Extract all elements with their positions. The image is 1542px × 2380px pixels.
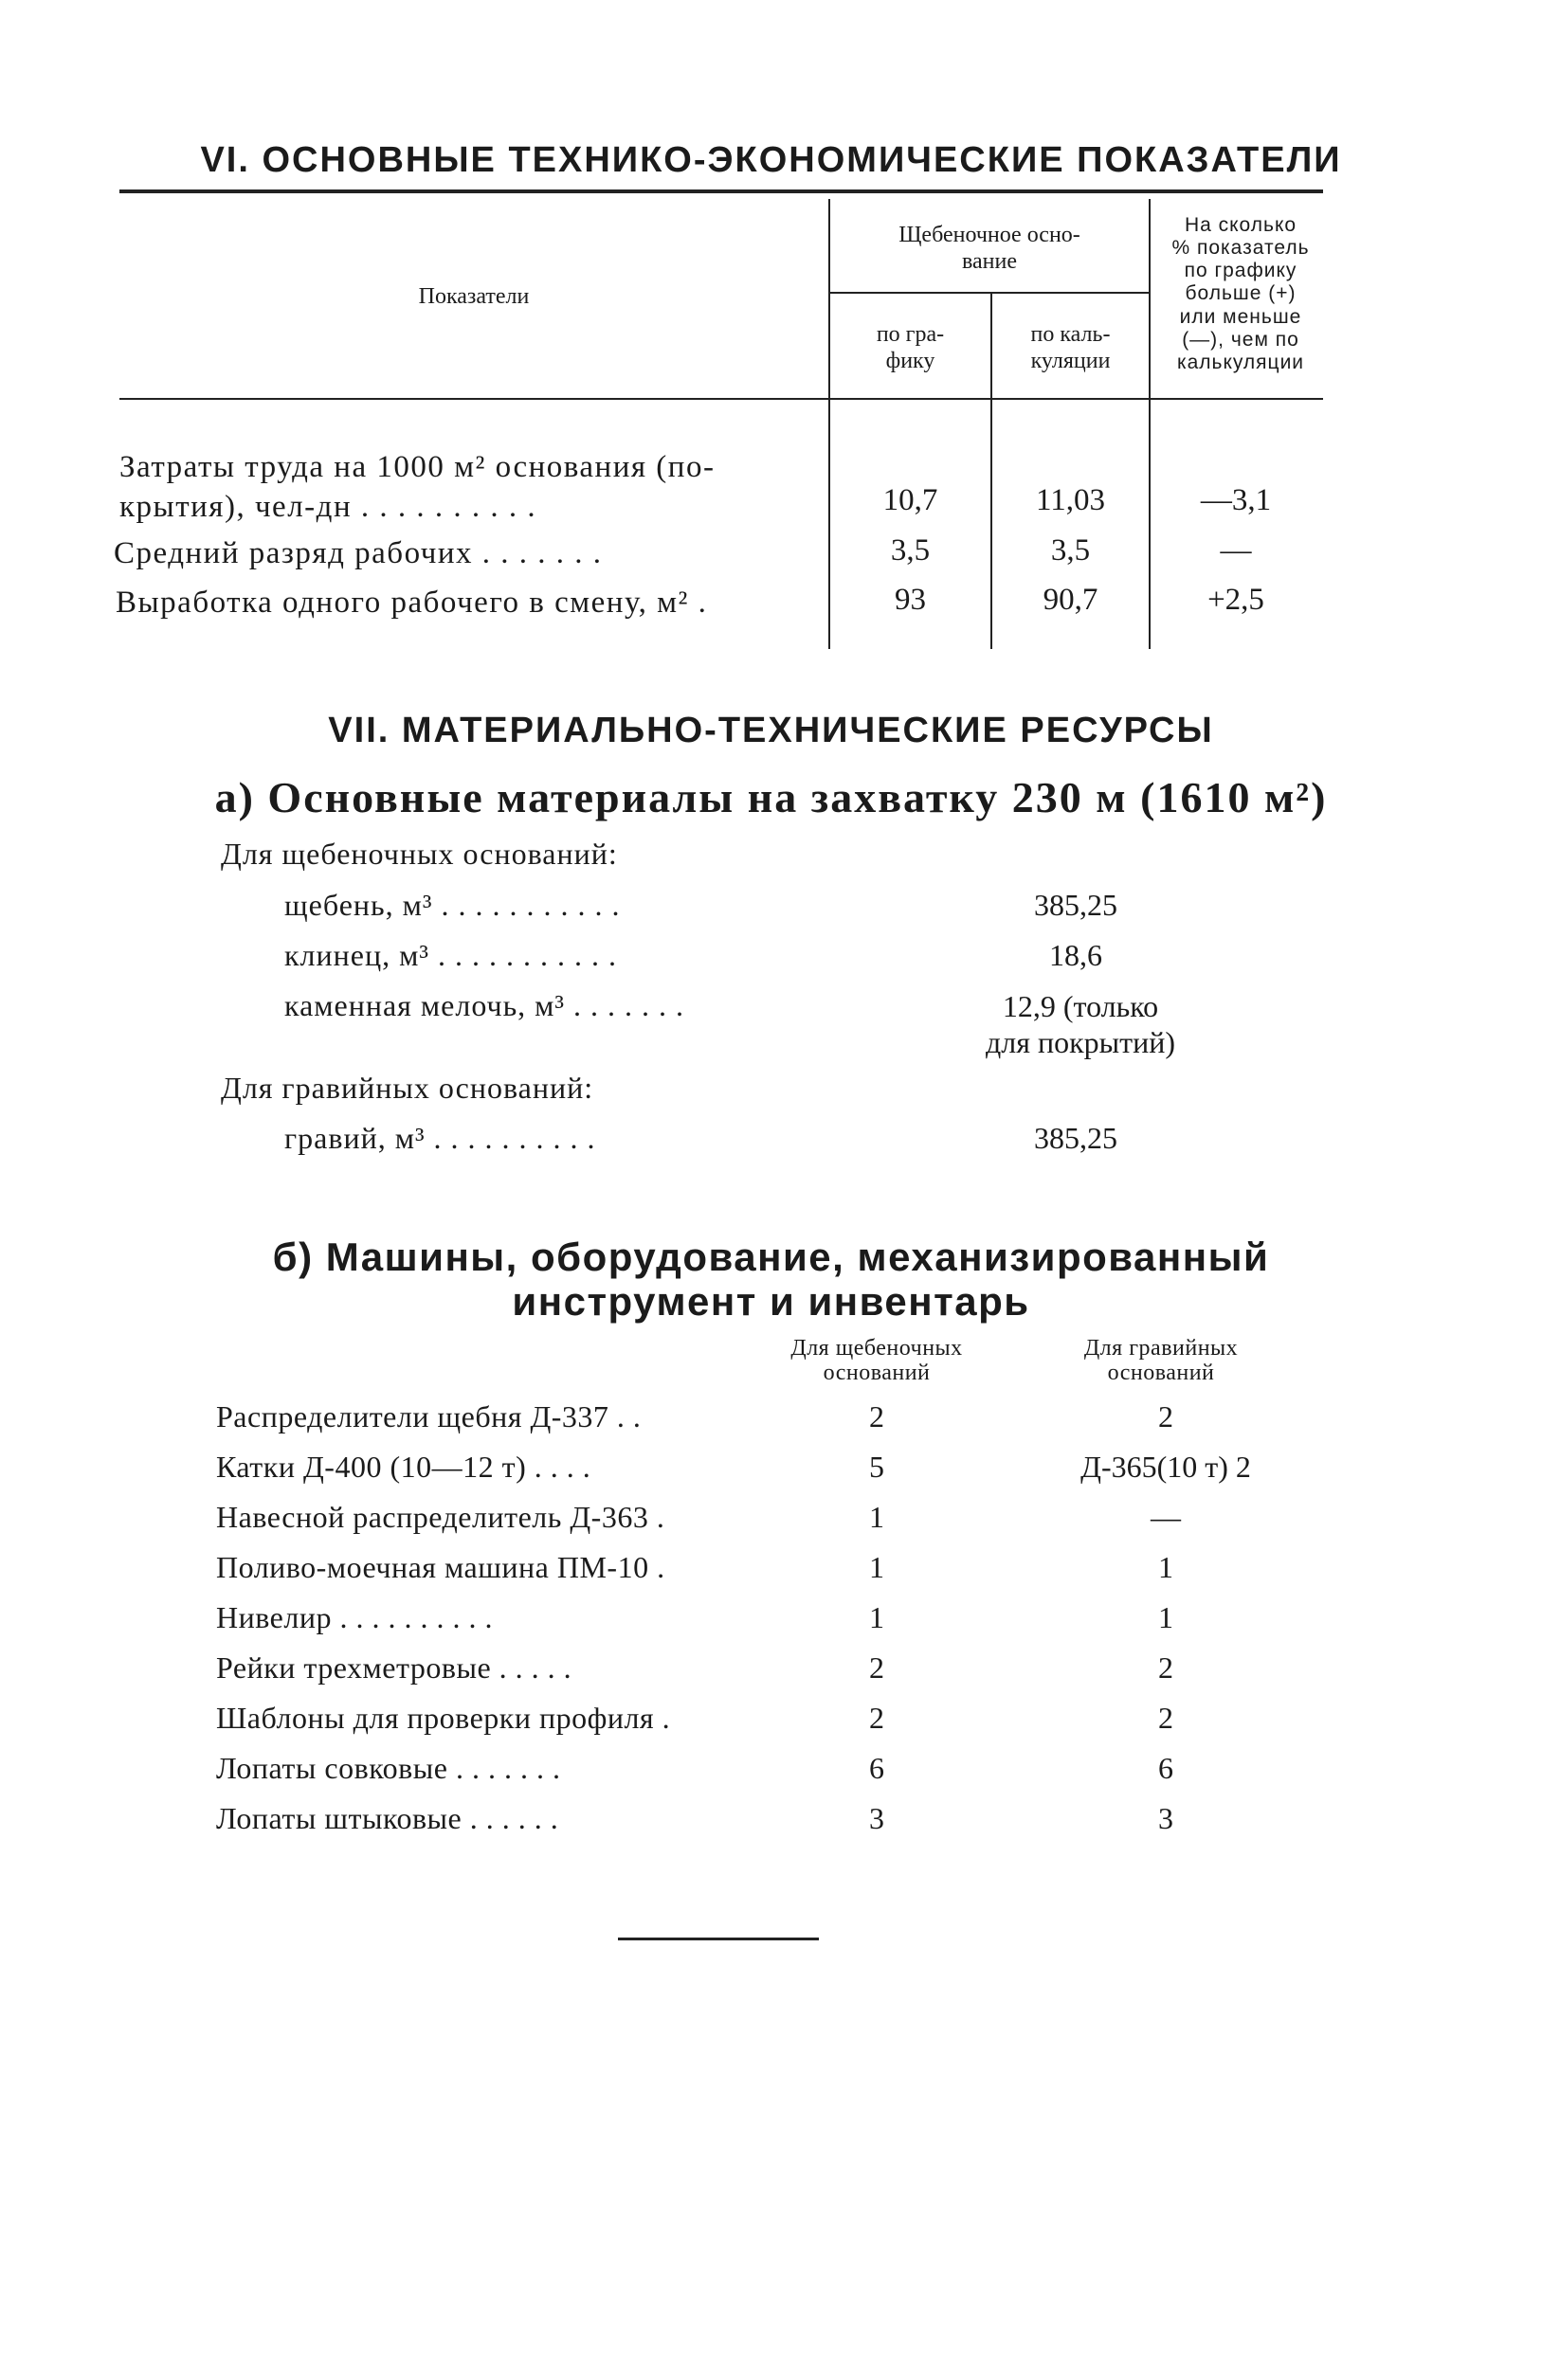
header-by-calc xyxy=(992,322,1149,374)
machine-qty-gravel: 1 xyxy=(869,1550,884,1584)
cell-calc: 11,03 xyxy=(1035,483,1106,517)
cell-diff: —3,1 xyxy=(1200,483,1272,517)
header-gravel-base-line1: Щебеночное осно- xyxy=(898,223,1080,247)
header-by-schedule xyxy=(830,322,990,374)
machine-name: Навесной распределитель Д-363 . xyxy=(216,1500,665,1534)
material-value: 385,25 xyxy=(1034,888,1117,922)
machine-name: Нивелир . . . . . . . . . . xyxy=(216,1600,493,1634)
header-indicators: Показатели xyxy=(418,284,530,309)
cell-diff: +2,5 xyxy=(1207,583,1264,617)
machine-qty-gravel2: 2 xyxy=(1158,1399,1173,1433)
column-header-line: Для гравийных xyxy=(1083,1336,1239,1361)
column-header-gravel2 xyxy=(1024,1336,1298,1386)
machine-name: Лопаты штыковые . . . . . . xyxy=(216,1801,559,1835)
header-diff-line: больше (+) xyxy=(1185,282,1297,305)
column-header-line: оснований xyxy=(1107,1361,1215,1386)
group2-title: Для гравийных оснований: xyxy=(221,1071,594,1105)
machine-qty-gravel2: Д-365(10 т) 2 xyxy=(1080,1450,1251,1484)
column-header-line: оснований xyxy=(823,1361,931,1386)
header-by-calc-line1: по каль- xyxy=(1030,322,1111,347)
cell-schedule: 10,7 xyxy=(882,483,938,517)
header-subrule xyxy=(830,292,1149,294)
header-diff-line: (—), чем по xyxy=(1182,328,1299,351)
material-value: 385,25 xyxy=(1034,1121,1117,1155)
machine-name: Лопаты совковые . . . . . . . xyxy=(216,1751,561,1785)
machine-qty-gravel: 6 xyxy=(869,1751,884,1785)
machine-name: Катки Д-400 (10—12 т) . . . . xyxy=(216,1450,591,1484)
header-by-schedule-line2: фику xyxy=(885,348,935,373)
header-diff-line: по графику xyxy=(1184,260,1297,282)
table-row-label: Выработка одного рабочего в смену, м² . xyxy=(116,586,708,620)
row-label-line: крытия), чел-дн . . . . . . . . . . xyxy=(119,490,537,524)
header-diff-line: На сколько xyxy=(1184,214,1297,236)
section6-title: VI. ОСНОВНЫЕ ТЕХНИКО-ЭКОНОМИЧЕСКИЕ ПОКАЗАТЕЛИ xyxy=(200,140,1342,180)
material-name: гравий, м³ . . . . . . . . . . xyxy=(284,1121,596,1155)
machine-qty-gravel2: 6 xyxy=(1158,1751,1173,1785)
header-diff-line: или меньше xyxy=(1179,305,1302,328)
cell-schedule: 3,5 xyxy=(890,533,931,568)
material-name: щебень, м³ . . . . . . . . . . . xyxy=(284,888,621,922)
material-value-line: для покрытий) xyxy=(985,1025,1176,1059)
section7-title: VII. МАТЕРИАЛЬНО-ТЕХНИЧЕСКИЕ РЕСУРСЫ xyxy=(328,711,1214,750)
machine-qty-gravel: 1 xyxy=(869,1600,884,1634)
header-diff-line: калькуляции xyxy=(1176,351,1305,373)
machine-qty-gravel2: 2 xyxy=(1158,1701,1173,1735)
machine-qty-gravel2: 1 xyxy=(1158,1600,1173,1634)
header-gravel-base-line2: вание xyxy=(961,248,1017,274)
subsection-b-title-line2: инструмент и инвентарь xyxy=(512,1279,1030,1324)
row-label-line: Затраты труда на 1000 м² основания (по- xyxy=(119,450,716,484)
end-rule xyxy=(618,1938,819,1940)
machine-qty-gravel2: 3 xyxy=(1158,1801,1173,1835)
machine-qty-gravel2: 2 xyxy=(1158,1650,1173,1685)
subsection-b-title-line1: б) Машины, оборудование, механизированный xyxy=(272,1235,1270,1279)
material-name: клинец, м³ . . . . . . . . . . . xyxy=(284,938,617,972)
machine-name: Распределители щебня Д-337 . . xyxy=(216,1399,642,1433)
machine-name: Шаблоны для проверки профиля . xyxy=(216,1701,671,1735)
machine-qty-gravel: 1 xyxy=(869,1500,884,1534)
material-name: каменная мелочь, м³ . . . . . . . xyxy=(284,988,685,1022)
column-header-gravel xyxy=(739,1336,1014,1386)
cell-diff: — xyxy=(1220,533,1252,568)
machine-qty-gravel: 5 xyxy=(869,1450,884,1484)
header-by-schedule-line1: по гра- xyxy=(876,322,945,347)
header-by-calc-line2: куляции xyxy=(1030,348,1111,373)
table-top-rule xyxy=(119,189,1323,193)
machine-qty-gravel: 2 xyxy=(869,1701,884,1735)
machine-qty-gravel: 2 xyxy=(869,1650,884,1685)
material-value-line: 12,9 (только xyxy=(1002,989,1159,1023)
subsection-a-title: а) Основные материалы на захватку 230 м (1610 м²) xyxy=(214,773,1328,821)
cell-calc: 3,5 xyxy=(1050,533,1091,568)
header-gravel-base xyxy=(830,223,1149,275)
machine-qty-gravel2: 1 xyxy=(1158,1550,1173,1584)
material-value: 18,6 xyxy=(1049,938,1102,972)
column-header-line: Для щебеночных xyxy=(790,1336,963,1361)
machine-name: Рейки трехметровые . . . . . xyxy=(216,1650,572,1685)
machine-qty-gravel2: — xyxy=(1151,1500,1181,1534)
group1-title: Для щебеночных оснований: xyxy=(221,837,618,871)
cell-schedule: 93 xyxy=(895,583,926,617)
machine-qty-gravel: 2 xyxy=(869,1399,884,1433)
cell-calc: 90,7 xyxy=(1043,583,1098,617)
machine-name: Поливо-моечная машина ПМ-10 . xyxy=(216,1550,665,1584)
table-row-label: Средний разряд рабочих . . . . . . . xyxy=(114,536,603,570)
header-bottom-rule xyxy=(119,398,1323,400)
table-row-label xyxy=(119,447,825,527)
header-diff-line: % показатель xyxy=(1171,237,1310,260)
material-value xyxy=(952,988,1208,1060)
machine-qty-gravel: 3 xyxy=(869,1801,884,1835)
header-difference xyxy=(1151,214,1331,374)
